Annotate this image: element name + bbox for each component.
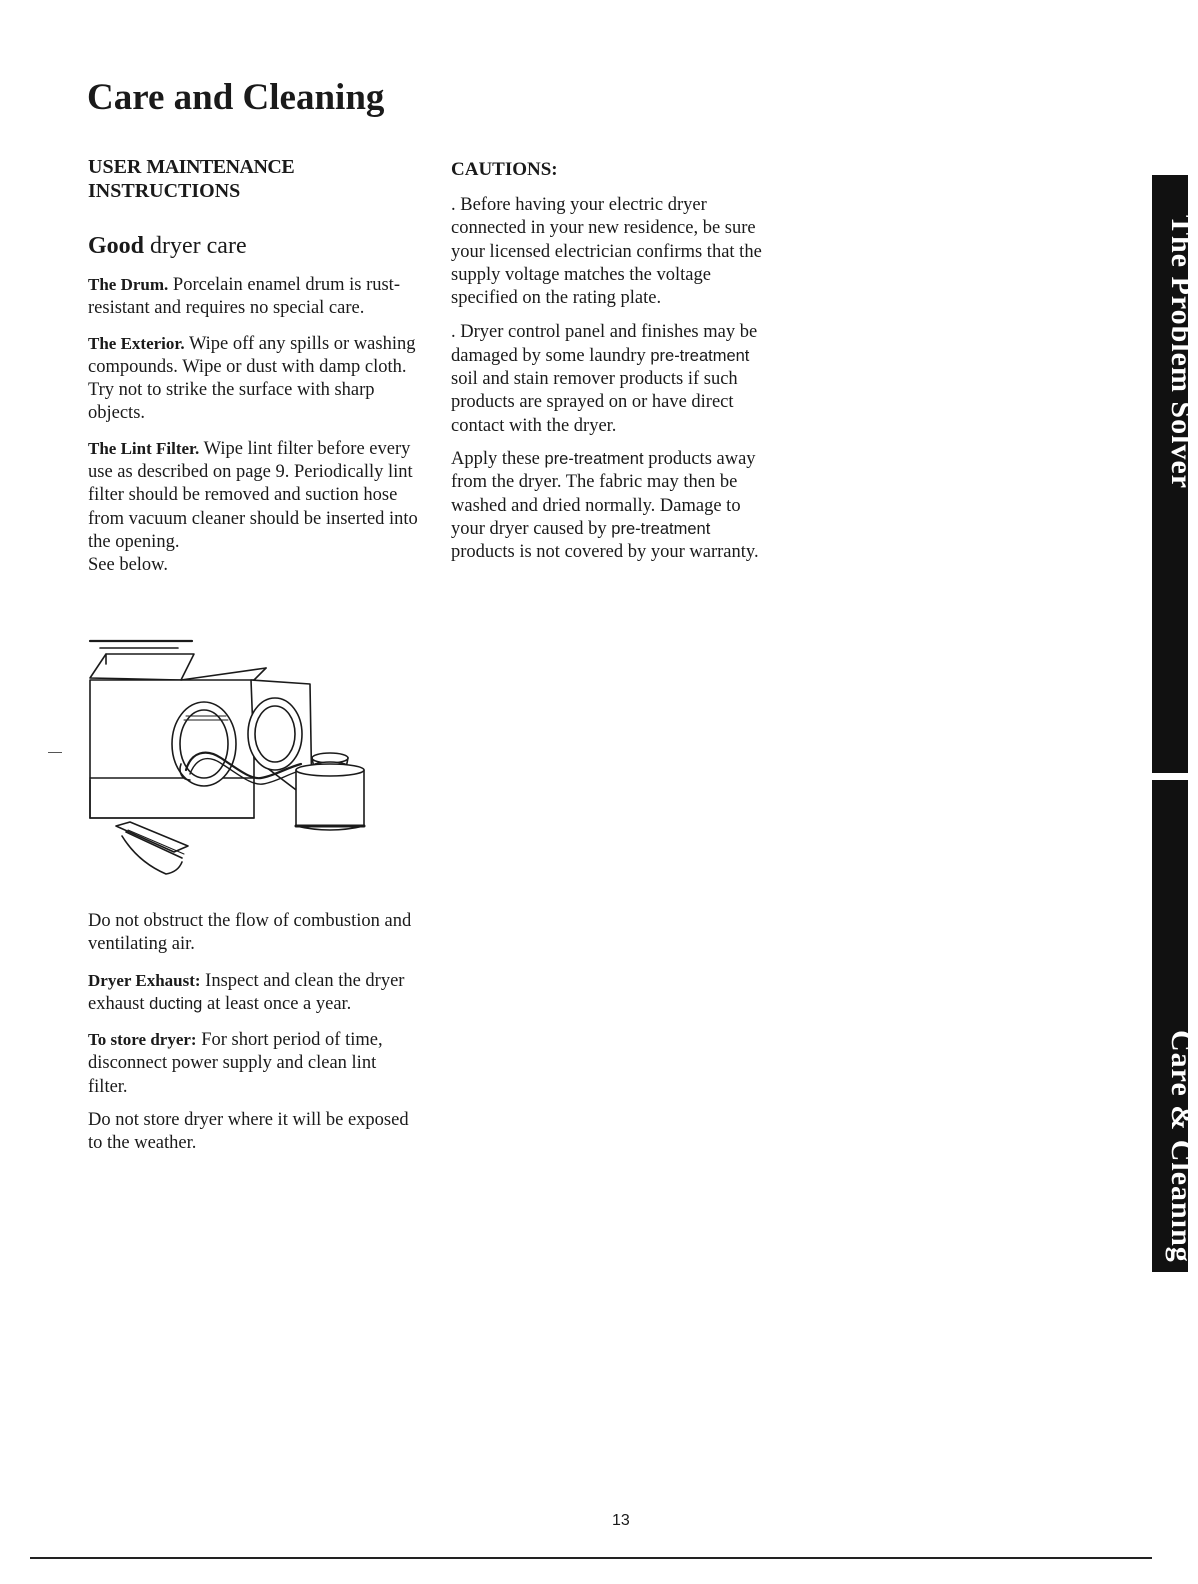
section-tab-problem-solver [1152,175,1198,775]
cautions-heading: CAUTIONS: [451,159,558,180]
apply-word-pretreatment-2: pre-treatment [611,519,711,538]
tab-label-care-cleaning: Care & Cleaning [1165,1030,1198,1263]
drum-paragraph [88,273,418,321]
caution-2-text-a: . Dryer control panel and finishes may be damaged by some laundry [451,322,758,366]
exterior-text: Wipe off any spills or washing compounds. Wipe or dust with damp cloth. Try not to strike the surface with sharp objects. [88,333,416,424]
caution-2-word-pretreatment: pre-treatment [650,346,750,365]
subheading-good-dryer-care [88,231,418,261]
left-column [88,155,418,578]
store-lead: To store dryer: [88,1030,197,1050]
section-heading [88,155,418,203]
drum-text: Porcelain enamel drum is rust-resistant and requires no special care. [88,275,400,319]
tab-label-problem-solver: The Problem Solver [1165,215,1198,490]
apply-text-c: products is not covered by your warranty. [451,542,759,563]
tab-divider [1152,773,1188,780]
subheading-dryer-care: dryer care [150,233,247,259]
apply-text-b: products away from the dryer. The fabric may then be washed and dried normally. Damage to your dryer caused by [451,448,756,539]
heading-word-maintenance: MAINTENANCE [146,156,295,178]
store-paragraph [88,1028,418,1099]
exhaust-text-b: at least once a year. [206,993,352,1014]
exhaust-text-a: Inspect and clean the dryer exhaust [88,970,405,1014]
page-title: Care and Cleaning [87,77,385,118]
drum-lead: The Drum. [88,275,169,294]
dryer-vacuum-illustration [86,640,371,890]
store-text: For short period of time, disconnect power supply and clean lint filter. [88,1030,383,1097]
exhaust-word-ducting: ducting [149,994,203,1013]
obstruct-paragraph: Do not obstruct the flow of combustion and ventilating air. [88,911,412,955]
weather-paragraph: Do not store dryer where it will be exposed to the weather. [88,1110,409,1154]
margin-mark [48,752,62,753]
exhaust-paragraph [88,969,418,1017]
apply-text-a: Apply these [451,448,540,469]
lint-text: Wipe lint filter before every use as described on page 9. Periodically lint filter should be removed and suction hose from vacuum cleaner should be inserted into the opening. [88,438,418,552]
heading-word-instructions: INSTRUCTIONS [88,180,241,202]
subheading-good: Good [88,233,145,259]
apply-paragraph [451,448,771,564]
section-tab-care-cleaning [1152,780,1198,1272]
lint-see-below: See below. [88,555,168,576]
apply-word-pretreatment-1: pre-treatment [544,449,644,468]
exterior-paragraph [88,332,418,426]
caution-2-text-b: soil and stain remover products if such products are sprayed on or have direct contact with the dryer. [451,369,738,436]
exhaust-lead: Dryer Exhaust: [88,970,201,990]
exterior-lead: The Exterior. [88,333,185,353]
right-column [451,158,771,564]
heading-word-user: USER [88,156,142,178]
left-column-lower [88,910,418,1156]
page-number: 13 [612,1512,630,1529]
lint-filter-paragraph [88,437,418,578]
caution-1-paragraph: . Before having your electric dryer connected in your new residence, be sure your licensed electrician confirms that the supply voltage matches the voltage specified on the rating plate. [451,195,762,309]
footer-rule [30,1557,1152,1559]
lint-lead: The Lint Filter. [88,438,200,458]
caution-2-paragraph [451,321,771,437]
